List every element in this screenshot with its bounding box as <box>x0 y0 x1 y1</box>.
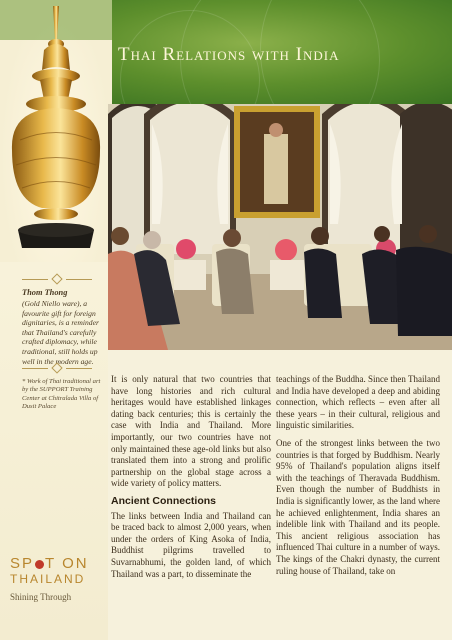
article-paragraph: teachings of the Buddha. Since then Thailand and India have developed a deep and abiding connection, which reflects – even after all these years – in their cultural, religious and linguistic similarities. <box>276 374 440 431</box>
caption-body: (Gold Niello ware), a favourite gift for foreign dignitaries, is a reminder that Thailand's carefully crafted diplomacy, while traditional, still holds up well in the modern age. <box>22 299 99 366</box>
thom-thong-vase-image <box>0 0 112 262</box>
article-paragraph: One of the strongest links between the two countries is that forged by Buddhism. Nearly 95% of Thailand's population aligns itself with the teachings of Theravada Buddhism. Even though the number of Buddhists in India is significantly lower, as the land where he achieved enlightenment, India shares an indelible link with Thailand and its people. This ancient religious association has influenced Thai culture in a number of ways. The kings of the Chakri dynasty, the current ruling house of Thailand, take on <box>276 437 440 576</box>
spot-on-thailand-logo <box>10 555 102 602</box>
section-heading: Ancient Connections <box>111 494 217 507</box>
logo-dot-icon <box>35 560 44 569</box>
article-column-1 <box>111 374 271 586</box>
logo-wordmark-bottom: THAILAND <box>10 572 86 586</box>
article-column-2 <box>276 374 440 583</box>
page-title: Thai Relations with India <box>118 44 340 65</box>
logo-tagline: Shining Through <box>10 592 72 602</box>
meeting-photo <box>108 104 452 350</box>
article-paragraph: It is only natural that two countries that have long histories and rich cultural heritages would have established linkages dating back centuries; this is certainly the case with India and Thailand. More importantly, our two countries have not only maintained these age-old links but also translated them into a strong and prolific partnership on the global stage across a wide variety of policy matters. <box>111 374 271 489</box>
logo-wordmark-top: SP T ON <box>10 555 89 572</box>
article-paragraph: The links between India and Thailand can be traced back to almost 2,000 years, when under the orders of King Asoka of India, Buddhist pilgrims travelled to Suvarnabhumi, the golden land, of which Thailand was a part, to disseminate the <box>111 510 271 579</box>
footnote: * Work of Thai traditional art by the SUPPORT Training Center at Chitralada Villa of Dusit Palace <box>22 378 101 411</box>
caption-divider-top <box>22 275 92 284</box>
caption-divider-bottom <box>22 364 92 373</box>
caption-title: Thom Thong <box>22 288 68 297</box>
